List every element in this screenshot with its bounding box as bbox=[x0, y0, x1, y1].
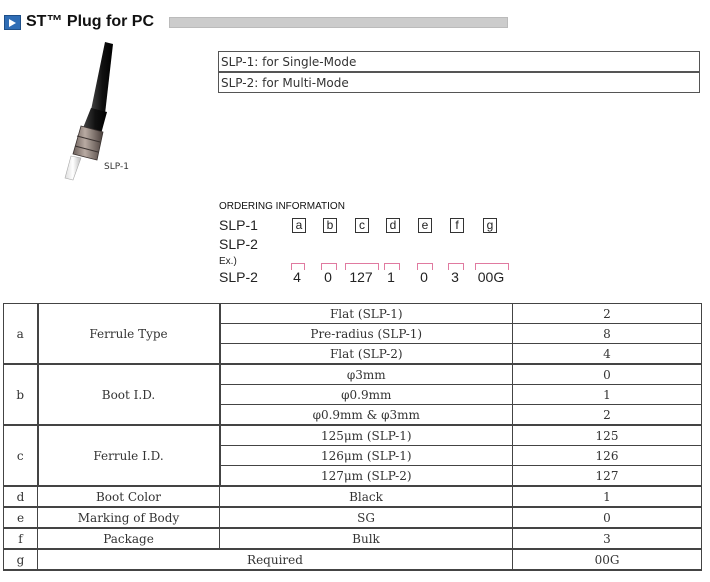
table-row bbox=[4, 528, 702, 549]
arrow-right-icon bbox=[4, 15, 21, 30]
mode-cell: SLP-2: for Multi-Mode bbox=[219, 72, 700, 93]
st-plug-product-image bbox=[55, 42, 145, 182]
spec-option: Pre-radius (SLP-1) bbox=[220, 324, 513, 344]
spec-option: SG bbox=[220, 507, 513, 528]
example-label: Ex.) bbox=[219, 256, 237, 267]
placeholder-box-c: c bbox=[355, 218, 369, 233]
spec-name: Required bbox=[38, 549, 513, 570]
spec-key: b bbox=[4, 364, 38, 425]
spec-code: 2 bbox=[513, 405, 702, 426]
placeholder-box-d: d bbox=[386, 218, 400, 233]
spec-code: 126 bbox=[513, 446, 702, 466]
table-row bbox=[4, 549, 702, 570]
spec-key: d bbox=[4, 486, 38, 507]
spec-option: 126μm (SLP-1) bbox=[220, 446, 513, 466]
spec-option: 125μm (SLP-1) bbox=[220, 425, 513, 446]
spec-name: Ferrule Type bbox=[38, 304, 220, 365]
placeholder-box-a: a bbox=[292, 218, 306, 233]
table-row bbox=[4, 364, 702, 385]
example-value-e: 0 bbox=[420, 269, 428, 285]
spec-code: 1 bbox=[513, 385, 702, 405]
spec-key: f bbox=[4, 528, 38, 549]
spec-name: Marking of Body bbox=[38, 507, 220, 528]
page-title: ST™ Plug for PC bbox=[26, 13, 154, 30]
spec-key: a bbox=[4, 304, 38, 365]
spec-key: g bbox=[4, 549, 38, 570]
spec-code: 0 bbox=[513, 364, 702, 385]
spec-code: 125 bbox=[513, 425, 702, 446]
spec-name: Boot Color bbox=[38, 486, 220, 507]
spec-option: Flat (SLP-2) bbox=[220, 344, 513, 365]
spec-code: 8 bbox=[513, 324, 702, 344]
placeholder-box-f: f bbox=[450, 218, 464, 233]
mode-cell: SLP-1: for Single-Mode bbox=[219, 52, 700, 73]
spec-key: c bbox=[4, 425, 38, 486]
spec-code: 0 bbox=[513, 507, 702, 528]
spec-option: Black bbox=[220, 486, 513, 507]
example-value-a: 4 bbox=[293, 269, 301, 285]
spec-code: 3 bbox=[513, 528, 702, 549]
spec-option: φ0.9mm & φ3mm bbox=[220, 405, 513, 426]
spec-option: Bulk bbox=[220, 528, 513, 549]
table-row bbox=[4, 304, 702, 324]
spec-code: 00G bbox=[513, 549, 702, 570]
table-row bbox=[4, 507, 702, 528]
spec-table bbox=[3, 303, 702, 571]
placeholder-box-e: e bbox=[418, 218, 432, 233]
spec-code: 2 bbox=[513, 304, 702, 324]
ordering-heading: ORDERING INFORMATION bbox=[219, 201, 345, 212]
example-value-d: 1 bbox=[387, 269, 395, 285]
placeholder-box-b: b bbox=[323, 218, 337, 233]
spec-name: Ferrule I.D. bbox=[38, 425, 220, 486]
spec-key: e bbox=[4, 507, 38, 528]
example-value-c: 127 bbox=[349, 269, 373, 285]
placeholder-box-g: g bbox=[483, 218, 497, 233]
table-row bbox=[4, 425, 702, 446]
example-value-g: 00G bbox=[477, 269, 505, 285]
spec-name: Package bbox=[38, 528, 220, 549]
section-header bbox=[4, 12, 524, 32]
spec-option: Flat (SLP-1) bbox=[220, 304, 513, 324]
ordering-code-slp2: SLP-2 bbox=[219, 236, 258, 252]
example-code: SLP-2 bbox=[219, 269, 258, 285]
product-label: SLP-1 bbox=[104, 162, 129, 172]
table-row bbox=[4, 486, 702, 507]
spec-code: 1 bbox=[513, 486, 702, 507]
mode-row bbox=[219, 72, 700, 93]
spec-code: 127 bbox=[513, 466, 702, 487]
spec-name: Boot I.D. bbox=[38, 364, 220, 425]
spec-option: φ3mm bbox=[220, 364, 513, 385]
example-value-b: 0 bbox=[324, 269, 332, 285]
spec-option: 127μm (SLP-2) bbox=[220, 466, 513, 487]
mode-table bbox=[218, 51, 700, 93]
ordering-information bbox=[219, 201, 539, 296]
spec-option: φ0.9mm bbox=[220, 385, 513, 405]
example-value-f: 3 bbox=[451, 269, 459, 285]
header-divider-bar bbox=[169, 17, 508, 28]
ordering-code-slp1: SLP-1 bbox=[219, 217, 258, 233]
spec-code: 4 bbox=[513, 344, 702, 365]
mode-row bbox=[219, 52, 700, 73]
